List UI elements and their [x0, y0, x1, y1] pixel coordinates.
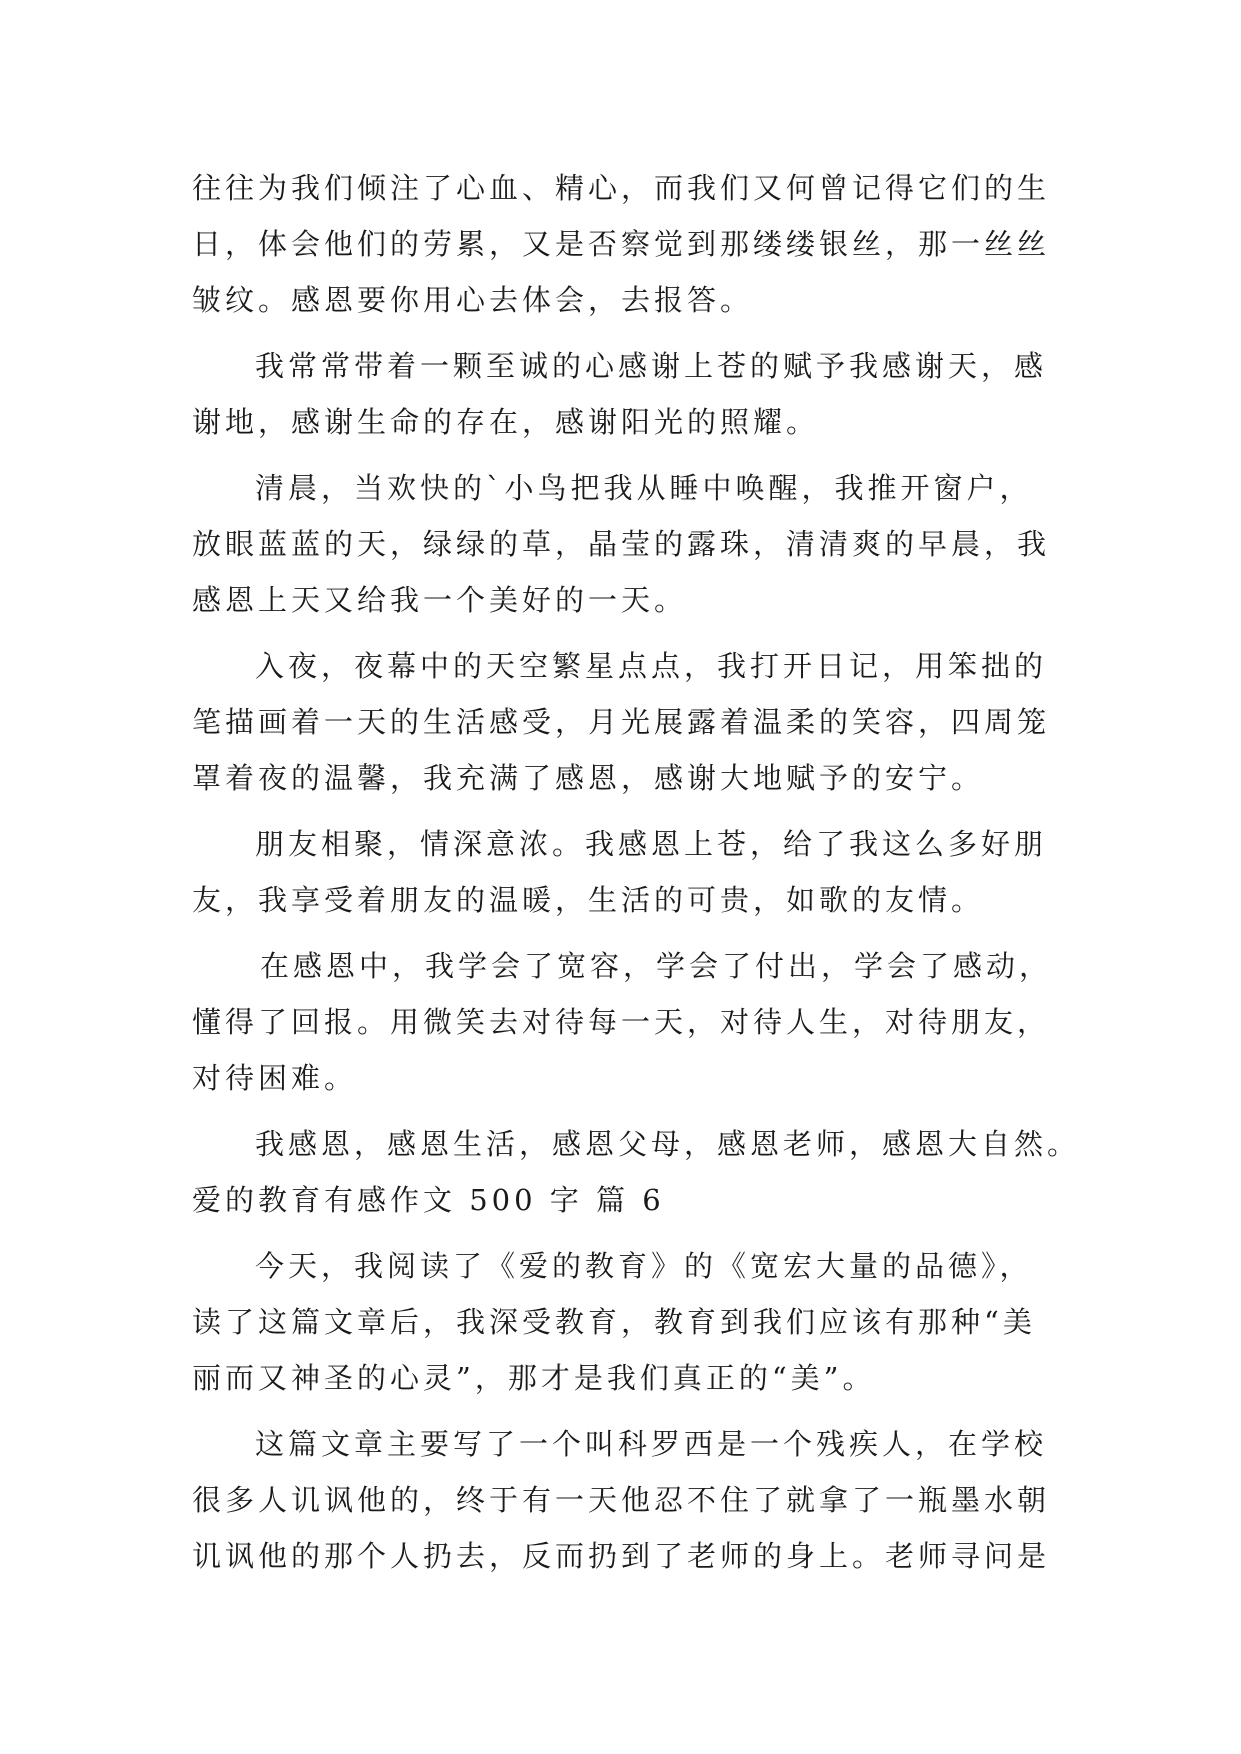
paragraph-line: 对待困难。	[192, 1061, 358, 1095]
paragraph-line: 在感恩中，我学会了宽容，学会了付出，学会了感动，	[260, 949, 1053, 983]
document-body	[192, 160, 1081, 1584]
paragraph-line: 谢地，感谢生命的存在，感谢阳光的照耀。	[192, 405, 820, 439]
paragraph-line: 讥讽他的那个人扔去，反而扔到了老师的身上。老师寻问是	[192, 1539, 1051, 1573]
paragraph-line: 清晨，当欢快的`小鸟把我从睡中唤醒，我推开窗户，	[255, 471, 1033, 505]
paragraph-line: 友，我享受着朋友的温暖，生活的可贵，如歌的友情。	[192, 883, 985, 917]
paragraph-line: 这篇文章主要写了一个叫科罗西是一个残疾人，在学校	[255, 1427, 1048, 1461]
paragraph-line: 入夜，夜幕中的天空繁星点点，我打开日记，用笨拙的	[255, 649, 1048, 683]
paragraph-line: 笔描画着一天的生活感受，月光展露着温柔的笑容，四周笼	[192, 705, 1051, 739]
paragraph-line: 皱纹。感恩要你用心去体会，去报答。	[192, 283, 754, 317]
paragraph-line: 懂得了回报。用微笑去对待每一天，对待人生，对待朋友，	[192, 1005, 1051, 1039]
paragraph-line: 日，体会他们的劳累，又是否察觉到那缕缕银丝，那一丝丝	[192, 227, 1051, 261]
paragraph-line: 读了这篇文章后，我深受教育，教育到我们应该有那种“美	[192, 1305, 1036, 1339]
paragraph-line: 往往为我们倾注了心血、精心，而我们又何曾记得它们的生	[192, 171, 1051, 205]
paragraph-line: 放眼蓝蓝的天，绿绿的草，晶莹的露珠，清清爽的早晨，我	[192, 527, 1051, 561]
section-heading: 爱的教育有感作文 500 字 篇 6	[192, 1183, 665, 1217]
paragraph-line: 朋友相聚，情深意浓。我感恩上苍，给了我这么多好朋	[255, 827, 1048, 861]
paragraph-line: 今天，我阅读了《爱的教育》的《宽宏大量的品德》，	[255, 1249, 1033, 1283]
paragraph-line: 我感恩，感恩生活，感恩父母，感恩老师，感恩大自然。	[255, 1127, 1081, 1161]
paragraph-line: 丽而又神圣的心灵”，那才是我们真正的“美”。	[192, 1361, 876, 1395]
paragraph-line: 感恩上天又给我一个美好的一天。	[192, 583, 688, 617]
paragraph-line: 很多人讥讽他的，终于有一天他忍不住了就拿了一瓶墨水朝	[192, 1483, 1051, 1517]
paragraph-line: 我常常带着一颗至诚的心感谢上苍的赋予我感谢天，感	[255, 349, 1048, 383]
paragraph-line: 罩着夜的温馨，我充满了感恩，感谢大地赋予的安宁。	[192, 761, 985, 795]
